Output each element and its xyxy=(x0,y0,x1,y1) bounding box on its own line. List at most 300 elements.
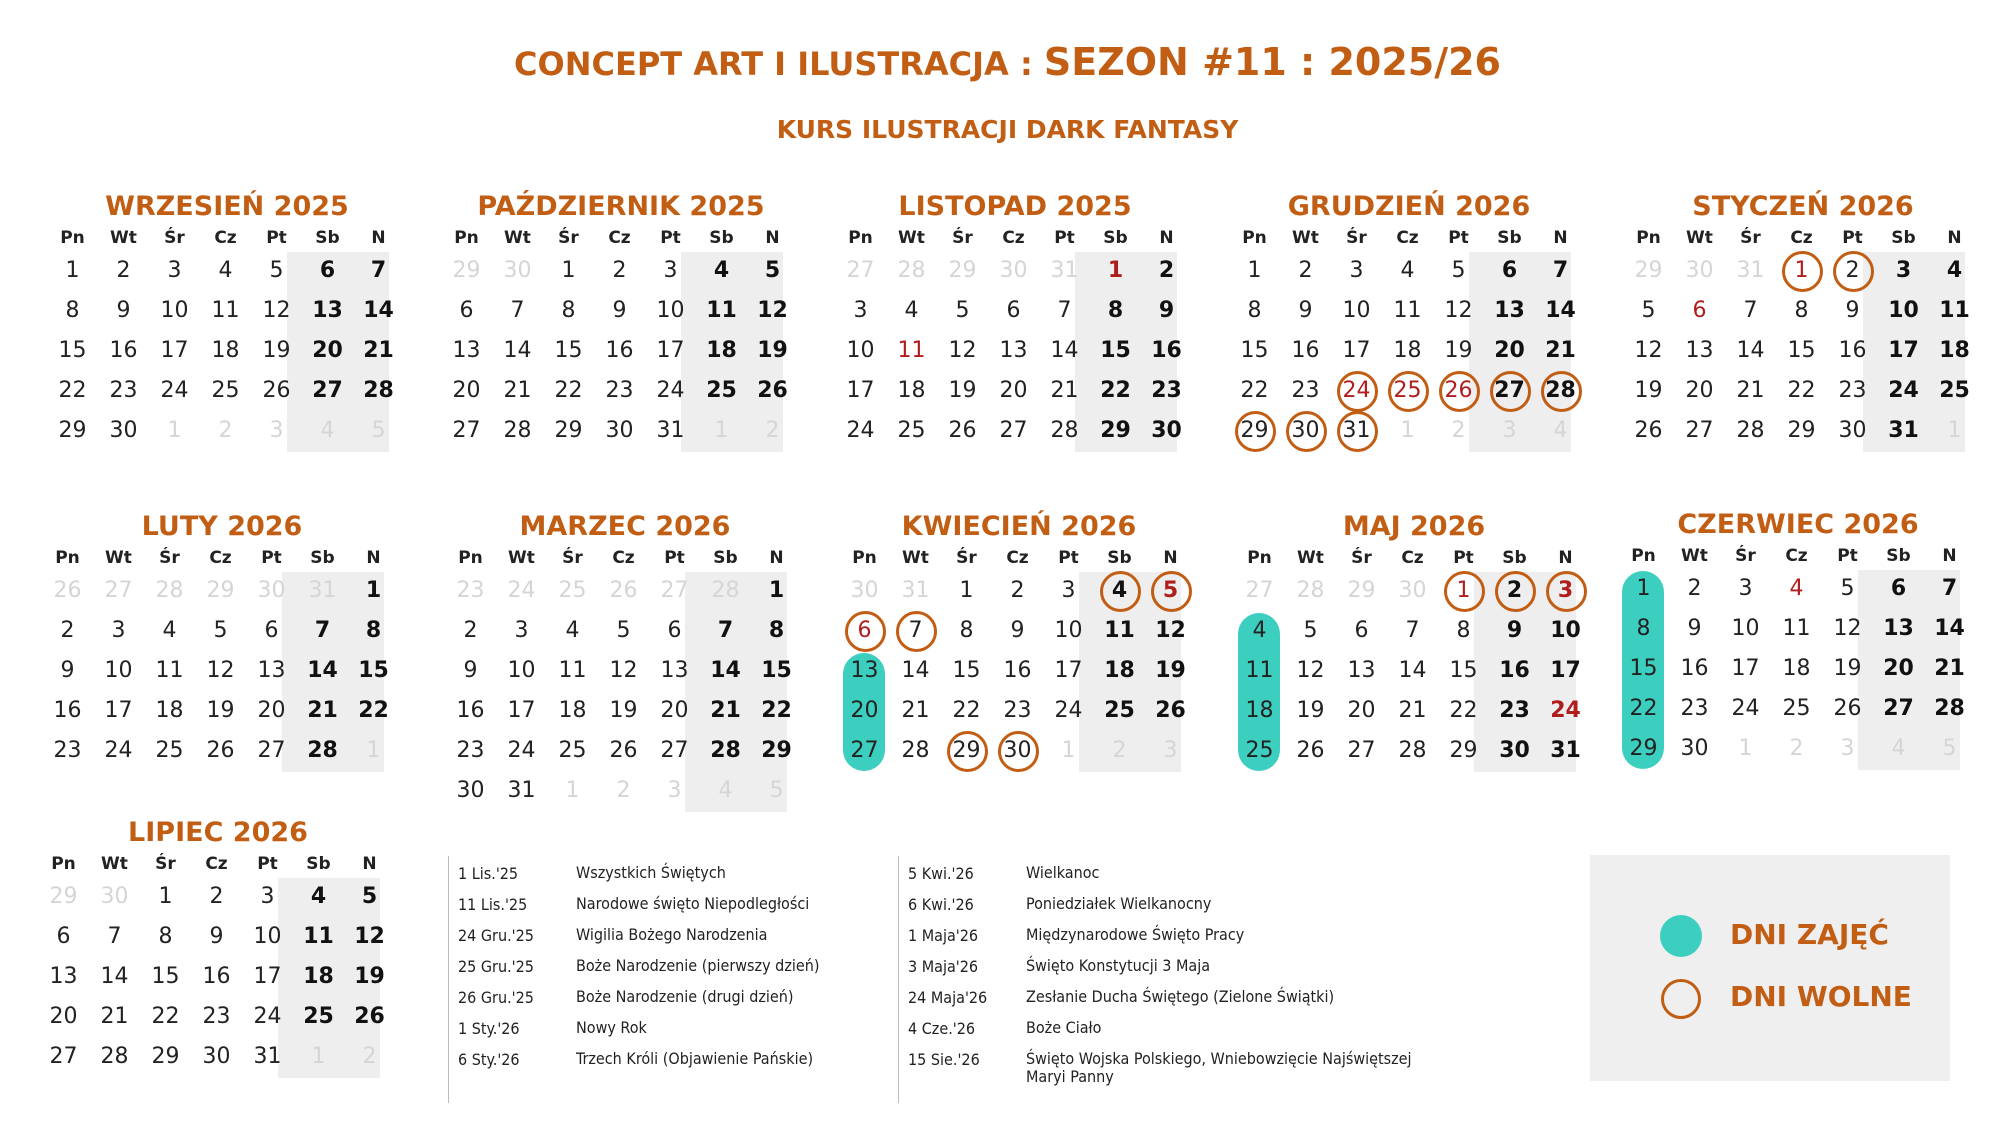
calendar-day: 2 xyxy=(116,258,131,283)
calendar-day: 17 xyxy=(1342,338,1371,363)
calendar-day: 18 xyxy=(155,698,184,723)
calendar-day: 7 xyxy=(1057,298,1072,323)
weekday-header: Cz xyxy=(205,854,228,874)
calendar-day: 19 xyxy=(757,338,788,363)
calendar-day: 3 xyxy=(853,298,868,323)
weekday-header: Śr xyxy=(956,548,977,568)
calendar-day: 11 xyxy=(1782,616,1811,641)
weekday-header: Pt xyxy=(1837,546,1858,566)
calendar-day: 21 xyxy=(901,698,930,723)
prev-month-day: 24 xyxy=(507,578,536,603)
calendar-day: 4 xyxy=(904,298,919,323)
calendar-day: 1 xyxy=(1107,258,1124,283)
next-month-day: 3 xyxy=(1502,418,1517,443)
calendar-day: 16 xyxy=(1680,656,1709,681)
calendar-day: 19 xyxy=(1444,338,1473,363)
calendar-day: 12 xyxy=(1833,616,1862,641)
calendar-day: 15 xyxy=(1629,656,1658,681)
next-month-day: 1 xyxy=(714,418,729,443)
holiday-name: Poniedziałek Wielkanocny xyxy=(1026,894,1212,913)
calendar-day: 13 xyxy=(1685,338,1714,363)
calendar-day: 10 xyxy=(656,298,685,323)
calendar-day: 21 xyxy=(363,338,394,363)
calendar-day: 23 xyxy=(1291,378,1320,403)
calendar-day: 10 xyxy=(1888,298,1919,323)
calendar-day: 20 xyxy=(1883,656,1914,681)
calendar-day: 27 xyxy=(1685,418,1714,443)
calendar-day: 19 xyxy=(609,698,638,723)
calendar-day: 14 xyxy=(1736,338,1765,363)
holiday-name: Trzech Króli (Objawienie Pańskie) xyxy=(576,1049,814,1068)
calendar-day: 7 xyxy=(1405,618,1420,643)
calendar-day: 5 xyxy=(616,618,631,643)
weekday-header: Sb xyxy=(306,854,331,874)
calendar-day: 3 xyxy=(1738,576,1753,601)
next-month-day: 4 xyxy=(1891,736,1906,761)
month-title: LISTOPAD 2025 xyxy=(898,191,1132,222)
calendar-day: 21 xyxy=(1736,378,1765,403)
month-title: MAJ 2026 xyxy=(1342,511,1486,542)
calendar-day: 8 xyxy=(959,618,974,643)
weekday-header: Śr xyxy=(164,228,185,248)
calendar-day: 23 xyxy=(202,1004,231,1029)
calendar-day: 19 xyxy=(1296,698,1325,723)
calendar-day: 26 xyxy=(948,418,977,443)
weekday-header: Pn xyxy=(1242,228,1267,248)
next-month-day: 3 xyxy=(269,418,284,443)
calendar-day: 15 xyxy=(358,658,389,683)
calendar-day: 11 xyxy=(211,298,240,323)
weekday-header: Sb xyxy=(315,228,340,248)
calendar-day: 16 xyxy=(1499,658,1530,683)
calendar-day: 6 xyxy=(1692,298,1707,323)
prev-month-day: 30 xyxy=(850,578,879,603)
calendar-day: 30 xyxy=(605,418,634,443)
weekday-header: Cz xyxy=(1396,228,1419,248)
calendar-day: 10 xyxy=(1054,618,1083,643)
prev-month-day: 31 xyxy=(308,578,337,603)
calendar-day: 11 xyxy=(706,298,737,323)
calendar-day: 2 xyxy=(1489,572,1540,610)
calendar-day: 21 xyxy=(100,1004,129,1029)
weekday-header: Śr xyxy=(1735,546,1756,566)
prev-month-day: 28 xyxy=(1296,578,1325,603)
calendar-day: 13 xyxy=(312,298,343,323)
calendar-day: 14 xyxy=(901,658,930,683)
calendar-day: 20 xyxy=(850,698,879,723)
weekday-header: Wt xyxy=(902,548,929,568)
calendar-day: 19 xyxy=(948,378,977,403)
weekday-header: N xyxy=(1947,228,1962,248)
prev-month-day: 23 xyxy=(456,578,485,603)
calendar-day: 26 xyxy=(1296,738,1325,763)
calendar-day: 10 xyxy=(1342,298,1371,323)
calendar-day: 4 xyxy=(1946,258,1963,283)
calendar-day: 18 xyxy=(897,378,926,403)
calendar-day: 30 xyxy=(1151,418,1182,443)
calendar-day: 3 xyxy=(514,618,529,643)
holiday-date: 3 Maja'26 xyxy=(908,957,979,976)
calendar-day: 18 xyxy=(303,964,334,989)
calendar-day: 12 xyxy=(609,658,638,683)
weekday-header: Sb xyxy=(1497,228,1522,248)
weekday-header: Pt xyxy=(660,228,681,248)
calendar-day: 6 xyxy=(667,618,682,643)
prev-month-day: 30 xyxy=(257,578,286,603)
calendar-day: 8 xyxy=(561,298,576,323)
calendar-day: 22 xyxy=(1787,378,1816,403)
weekday-header: Pt xyxy=(1058,548,1079,568)
calendar-day: 5 xyxy=(1303,618,1318,643)
calendar-day: 25 xyxy=(1382,372,1433,410)
calendar-day: 18 xyxy=(706,338,737,363)
calendar-day: 17 xyxy=(507,698,536,723)
calendar-day: 5 xyxy=(361,884,378,909)
calendar-day: 1 xyxy=(768,578,785,603)
weekday-header: Sb xyxy=(1107,548,1132,568)
calendar-day: 3 xyxy=(1349,258,1364,283)
calendar-day: 9 xyxy=(1845,298,1860,323)
legend-days-off: DNI WOLNE xyxy=(1730,980,1912,1013)
calendar-day: 24 xyxy=(104,738,133,763)
weekday-header: Cz xyxy=(608,228,631,248)
month-calendar xyxy=(1618,508,1978,761)
calendar-day: 4 xyxy=(565,618,580,643)
calendar-day: 3 xyxy=(663,258,678,283)
weekday-header: N xyxy=(366,548,381,568)
month-calendar xyxy=(38,816,398,1069)
title-sep: : xyxy=(1008,45,1044,83)
calendar-day: 1 xyxy=(1776,252,1827,290)
calendar-day: 9 xyxy=(1298,298,1313,323)
calendar-day: 24 xyxy=(1888,378,1919,403)
calendar-day: 3 xyxy=(167,258,182,283)
prev-month-day: 29 xyxy=(1347,578,1376,603)
prev-month-day: 30 xyxy=(1685,258,1714,283)
calendar-day: 20 xyxy=(1494,338,1525,363)
calendar-day: 10 xyxy=(1731,616,1760,641)
calendar-day: 30 xyxy=(1499,738,1530,763)
prev-month-day: 30 xyxy=(503,258,532,283)
month-title: LIPIEC 2026 xyxy=(128,817,308,848)
calendar-day: 22 xyxy=(952,698,981,723)
calendar-day: 9 xyxy=(1687,616,1702,641)
calendar-day: 1 xyxy=(1636,576,1651,601)
weekday-header: Pt xyxy=(1448,228,1469,248)
weekday-header: Cz xyxy=(1785,546,1808,566)
weekday-header: Wt xyxy=(1297,548,1324,568)
calendar-day: 30 xyxy=(109,418,138,443)
weekday-header: Cz xyxy=(612,548,635,568)
calendar-day: 13 xyxy=(660,658,689,683)
prev-month-day: 29 xyxy=(49,884,78,909)
calendar-day: 23 xyxy=(1151,378,1182,403)
next-month-day: 1 xyxy=(366,738,381,763)
calendar-day: 7 xyxy=(1743,298,1758,323)
calendar-day: 6 xyxy=(1501,258,1518,283)
calendar-day: 17 xyxy=(104,698,133,723)
calendar-day: 24 xyxy=(160,378,189,403)
calendar-day: 1 xyxy=(1438,572,1489,610)
calendar-day: 12 xyxy=(1444,298,1473,323)
weekday-header: Wt xyxy=(508,548,535,568)
calendar-day: 4 xyxy=(218,258,233,283)
weekday-header: Śr xyxy=(1351,548,1372,568)
calendar-day: 13 xyxy=(1347,658,1376,683)
calendar-day: 13 xyxy=(850,658,879,683)
next-month-day: 1 xyxy=(1947,418,1962,443)
calendar-day: 9 xyxy=(1158,298,1175,323)
calendar-day: 10 xyxy=(160,298,189,323)
calendar-day: 2 xyxy=(1827,252,1878,290)
holiday-name: Wszystkich Świętych xyxy=(576,863,726,882)
month-title: CZERWIEC 2026 xyxy=(1677,509,1919,540)
season-label: SEZON #11 xyxy=(1043,40,1287,84)
weekday-header: Pt xyxy=(1054,228,1075,248)
calendar-day: 3 xyxy=(260,884,275,909)
weekday-header: Pn xyxy=(51,854,76,874)
calendar-day: 24 xyxy=(846,418,875,443)
calendar-day: 25 xyxy=(211,378,240,403)
weekday-header: Sb xyxy=(310,548,335,568)
calendar-day: 16 xyxy=(109,338,138,363)
calendar-day: 23 xyxy=(53,738,82,763)
holiday-date: 1 Sty.'26 xyxy=(458,1019,520,1038)
calendar-day: 20 xyxy=(312,338,343,363)
calendar-day: 14 xyxy=(100,964,129,989)
prev-month-day: 26 xyxy=(53,578,82,603)
holiday-date: 4 Cze.'26 xyxy=(908,1019,976,1038)
calendar-day: 5 xyxy=(1145,572,1196,610)
calendar-day: 18 xyxy=(1939,338,1970,363)
holiday-date: 5 Kwi.'26 xyxy=(908,864,974,883)
calendar-day: 17 xyxy=(656,338,685,363)
calendar-day: 29 xyxy=(761,738,792,763)
holiday-name: Święto Wojska Polskiego, Wniebowzięcie Najświętszej Maryi Panny xyxy=(1026,1049,1412,1086)
calendar-day: 20 xyxy=(49,1004,78,1029)
calendar-day: 16 xyxy=(1151,338,1182,363)
calendar-day: 23 xyxy=(605,378,634,403)
calendar-day: 16 xyxy=(202,964,231,989)
weekday-header: N xyxy=(769,548,784,568)
calendar-day: 29 xyxy=(58,418,87,443)
calendar-day: 28 xyxy=(1934,696,1965,721)
prev-month-day: 30 xyxy=(999,258,1028,283)
month-calendar xyxy=(47,190,407,443)
weekday-header: Pn xyxy=(458,548,483,568)
weekday-header: Śr xyxy=(562,548,583,568)
calendar-day: 25 xyxy=(303,1004,334,1029)
calendar-day: 19 xyxy=(206,698,235,723)
weekday-header: Pt xyxy=(664,548,685,568)
calendar-day: 5 xyxy=(1451,258,1466,283)
calendar-day: 26 xyxy=(354,1004,385,1029)
weekday-header: Sb xyxy=(1502,548,1527,568)
calendar-day: 22 xyxy=(358,698,389,723)
calendar-day: 21 xyxy=(307,698,338,723)
calendar-day: 7 xyxy=(890,612,941,650)
calendar-day: 20 xyxy=(257,698,286,723)
calendar-day: 7 xyxy=(314,618,331,643)
calendar-day: 9 xyxy=(463,658,478,683)
weekday-header: Wt xyxy=(898,228,925,248)
calendar-day: 26 xyxy=(1433,372,1484,410)
calendar-day: 26 xyxy=(1833,696,1862,721)
calendar-day: 20 xyxy=(452,378,481,403)
divider xyxy=(448,856,449,1103)
next-month-day: 1 xyxy=(167,418,182,443)
calendar-day: 2 xyxy=(463,618,478,643)
calendar-day: 4 xyxy=(1789,576,1804,601)
page-title xyxy=(0,40,2015,84)
holiday-list-left xyxy=(448,856,878,1106)
calendar-day: 13 xyxy=(257,658,286,683)
calendar-day: 6 xyxy=(1354,618,1369,643)
calendar-day: 9 xyxy=(116,298,131,323)
calendar-day: 15 xyxy=(952,658,981,683)
next-month-day: 3 xyxy=(667,778,682,803)
calendar-day: 30 xyxy=(202,1044,231,1069)
calendar-day: 10 xyxy=(846,338,875,363)
calendar-day: 25 xyxy=(1104,698,1135,723)
calendar-day: 8 xyxy=(768,618,785,643)
calendar-day: 29 xyxy=(554,418,583,443)
calendar-day: 24 xyxy=(1054,698,1083,723)
calendar-day: 27 xyxy=(312,378,343,403)
calendar-day: 9 xyxy=(1506,618,1523,643)
calendar-day: 9 xyxy=(1010,618,1025,643)
calendar-day: 21 xyxy=(503,378,532,403)
calendar-day: 13 xyxy=(1494,298,1525,323)
calendar-day: 24 xyxy=(1731,696,1760,721)
calendar-day: 8 xyxy=(1247,298,1262,323)
next-month-day: 5 xyxy=(371,418,386,443)
calendar-day: 8 xyxy=(65,298,80,323)
weekday-header: N xyxy=(1553,228,1568,248)
calendar-day: 21 xyxy=(1934,656,1965,681)
calendar-day: 15 xyxy=(151,964,180,989)
calendar-day: 28 xyxy=(307,738,338,763)
weekday-header: N xyxy=(1163,548,1178,568)
calendar-day: 28 xyxy=(1398,738,1427,763)
calendar-day: 10 xyxy=(104,658,133,683)
calendar-day: 17 xyxy=(160,338,189,363)
calendar-day: 16 xyxy=(53,698,82,723)
month-title: LUTY 2026 xyxy=(141,511,303,542)
calendar-day: 27 xyxy=(452,418,481,443)
calendar-day: 16 xyxy=(605,338,634,363)
calendar-day: 27 xyxy=(49,1044,78,1069)
calendar-day: 20 xyxy=(1347,698,1376,723)
calendar-day: 5 xyxy=(1840,576,1855,601)
holiday-date: 1 Lis.'25 xyxy=(458,864,519,883)
calendar-day: 5 xyxy=(269,258,284,283)
calendar-day: 3 xyxy=(111,618,126,643)
calendar-day: 24 xyxy=(656,378,685,403)
weekday-header: Śr xyxy=(159,548,180,568)
calendar-day: 6 xyxy=(839,612,890,650)
calendar-day: 12 xyxy=(354,924,385,949)
weekday-header: Sb xyxy=(1886,546,1911,566)
calendar-day: 30 xyxy=(1838,418,1867,443)
calendar-day: 15 xyxy=(1449,658,1478,683)
calendar-day: 26 xyxy=(609,738,638,763)
calendar-day: 15 xyxy=(1100,338,1131,363)
calendar-day: 22 xyxy=(151,1004,180,1029)
calendar-day: 13 xyxy=(999,338,1028,363)
calendar-day: 11 xyxy=(303,924,334,949)
calendar-day: 11 xyxy=(155,658,184,683)
day-off-circle-icon xyxy=(1661,979,1701,1019)
prev-month-day: 29 xyxy=(452,258,481,283)
calendar-day: 14 xyxy=(1545,298,1576,323)
prev-month-day: 29 xyxy=(948,258,977,283)
calendar-day: 2 xyxy=(1010,578,1025,603)
next-month-day: 2 xyxy=(616,778,631,803)
calendar-day: 1 xyxy=(1247,258,1262,283)
calendar-day: 25 xyxy=(1939,378,1970,403)
calendar-day: 10 xyxy=(253,924,282,949)
prev-month-day: 31 xyxy=(1050,258,1079,283)
weekday-header: Śr xyxy=(1740,228,1761,248)
calendar-day: 8 xyxy=(158,924,173,949)
calendar-day: 8 xyxy=(365,618,382,643)
calendar-day: 29 xyxy=(1100,418,1131,443)
calendar-day: 24 xyxy=(1550,698,1581,723)
weekday-header: Pt xyxy=(1453,548,1474,568)
month-calendar xyxy=(835,190,1195,443)
calendar-day: 11 xyxy=(1939,298,1970,323)
holiday-date: 26 Gru.'25 xyxy=(458,988,534,1007)
calendar-day: 27 xyxy=(1883,696,1914,721)
weekday-header: Pn xyxy=(852,548,877,568)
calendar-day: 31 xyxy=(253,1044,282,1069)
next-month-day: 2 xyxy=(1451,418,1466,443)
calendar-day: 12 xyxy=(1155,618,1186,643)
weekday-header: Śr xyxy=(952,228,973,248)
holiday-name: Nowy Rok xyxy=(576,1018,647,1037)
prev-month-day: 31 xyxy=(901,578,930,603)
month-title: WRZESIEŃ 2025 xyxy=(105,191,349,222)
calendar-day: 3 xyxy=(1061,578,1076,603)
calendar-day: 15 xyxy=(58,338,87,363)
calendar-day: 16 xyxy=(1838,338,1867,363)
calendar-day: 3 xyxy=(1540,572,1591,610)
weekday-header: Sb xyxy=(709,228,734,248)
month-calendar xyxy=(1234,510,1594,763)
calendar-day: 18 xyxy=(1245,698,1274,723)
calendar-day: 17 xyxy=(846,378,875,403)
calendar-day: 28 xyxy=(710,738,741,763)
prev-month-day: 27 xyxy=(660,578,689,603)
calendar-day: 22 xyxy=(761,698,792,723)
weekday-header: N xyxy=(1558,548,1573,568)
weekday-header: Sb xyxy=(1103,228,1128,248)
calendar-day: 31 xyxy=(1331,412,1382,450)
calendar-day: 1 xyxy=(365,578,382,603)
prev-month-day: 27 xyxy=(1245,578,1274,603)
calendar-day: 30 xyxy=(992,732,1043,770)
calendar-day: 4 xyxy=(1094,572,1145,610)
calendar-day: 5 xyxy=(213,618,228,643)
calendar-day: 20 xyxy=(660,698,689,723)
holiday-date: 24 Gru.'25 xyxy=(458,926,534,945)
prev-month-day: 28 xyxy=(155,578,184,603)
prev-month-day: 25 xyxy=(558,578,587,603)
weekday-header: N xyxy=(371,228,386,248)
calendar-day: 11 xyxy=(897,338,926,363)
calendar-day: 17 xyxy=(253,964,282,989)
